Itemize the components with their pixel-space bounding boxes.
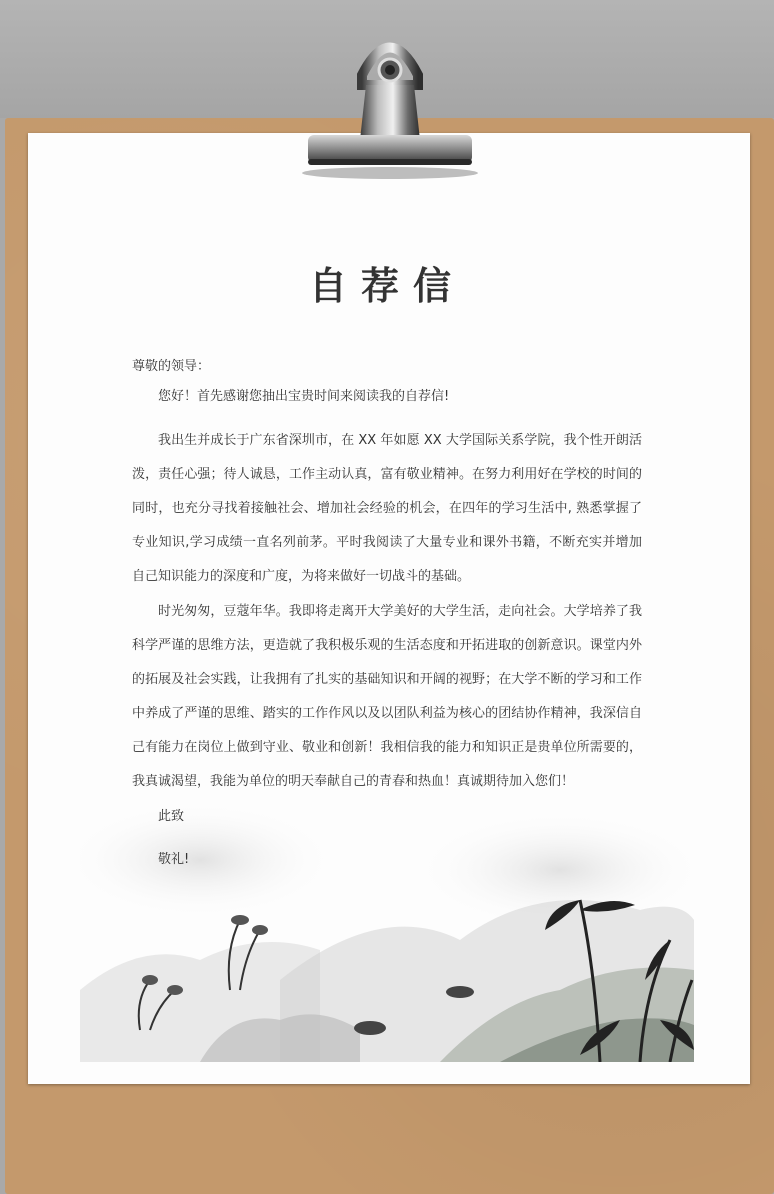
letter-title: 自荐信 [308, 264, 465, 308]
letter-closing-1: 此致 [158, 809, 185, 824]
letter-greeting: 您好！首先感谢您抽出宝贵时间来阅读我的自荐信! [158, 389, 450, 404]
letter-paragraph-2: 时光匆匆，豆蔻年华。我即将走离开大学美好的大学生活，走向社会。大学培养了我科学严谨的思维方法，更造就了我积极乐观的生活态度和开拓进取的创新意识。课堂内外的拓展及社会实践，让我拥有了扎实的基础知识和开阔的视野；在大学不断的学习和工作中养成了严谨的思维、踏实的工作作风以及以团队利益为核心的团结协作精神，我深信自己有能力在岗位上做到守业、敬业和创新！我相信我的能力和知识正是贵单位所需要的，我真诚渴望，我能为单位的明天奉献自己的青春和热血！真诚期待加入您们！ [132, 604, 642, 789]
letter-closing-2: 敬礼! [158, 852, 190, 867]
letter-paragraph-1: 我出生并成长于广东省深圳市，在 XX 年如愿 XX 大学国际关系学院，我个性开朗活泼，责任心强；待人诚恳，工作主动认真，富有敬业精神。在努力利用好在学校的时间的同时，也充分寻找着接触社会、增加社会经验的机会，在四年的学习生活中, 熟悉掌握了专业知识,学习成绩一直名列前茅。平时我阅读了大量专业和课外书籍，不断充实并增加自己知识能力的深度和广度，为将来做好一切战斗的基础。 [132, 433, 642, 584]
letter-salutation: 尊敬的领导： [132, 359, 211, 374]
binder-clip-icon [300, 25, 480, 180]
